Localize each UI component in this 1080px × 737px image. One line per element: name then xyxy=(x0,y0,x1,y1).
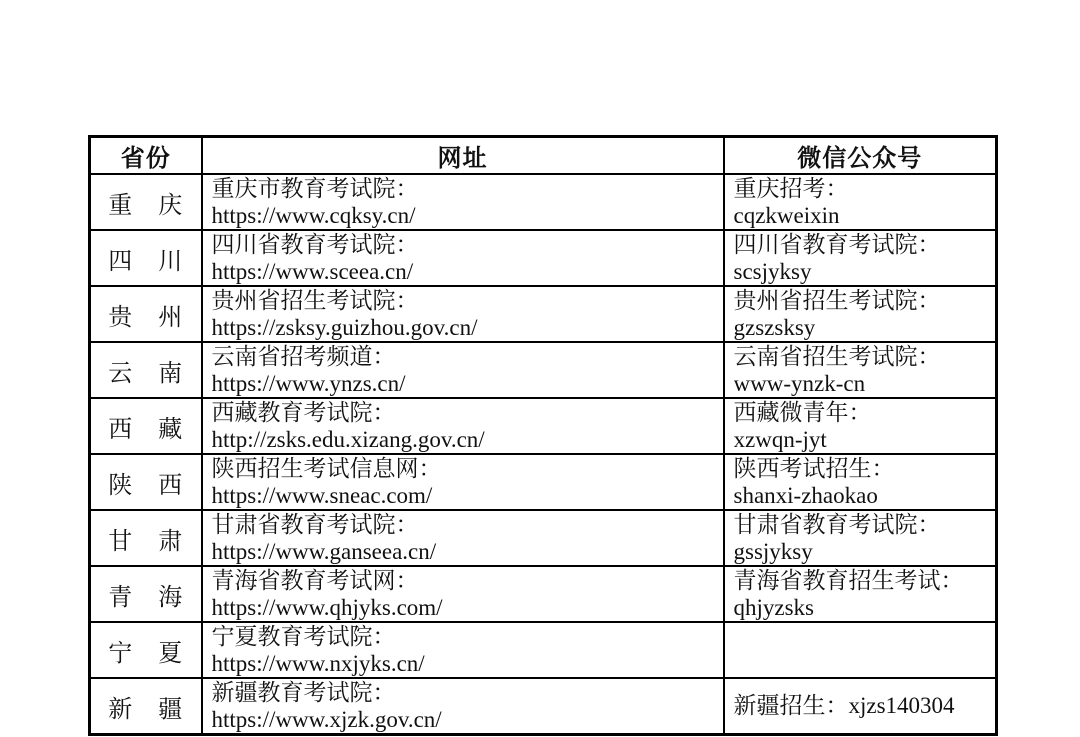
site-url: https://www.ganseea.cn/ xyxy=(211,538,437,564)
site-url: https://www.ynzs.cn/ xyxy=(211,370,406,396)
site-name: 西藏教育考试院： xyxy=(211,400,396,425)
wechat-cell xyxy=(724,566,997,622)
site-name: 重庆市教育考试院： xyxy=(211,176,419,201)
website-cell xyxy=(202,454,724,510)
site-url: https://www.sceea.cn/ xyxy=(211,258,414,284)
site-name: 宁夏教育考试院： xyxy=(211,624,396,649)
table-row xyxy=(90,566,997,622)
site-url: http://zsks.edu.xizang.gov.cn/ xyxy=(211,426,485,452)
wechat-name: 贵州省招生考试院： xyxy=(733,288,941,313)
province-exam-table xyxy=(88,135,998,736)
site-name: 新疆教育考试院： xyxy=(211,680,396,705)
province-cell: 甘 肃 xyxy=(90,510,202,566)
wechat-cell xyxy=(724,286,997,342)
table-row xyxy=(90,174,997,230)
wechat-id: scsjyksy xyxy=(733,258,812,284)
wechat-cell xyxy=(724,622,997,678)
province-cell: 宁 夏 xyxy=(90,622,202,678)
site-name: 甘肃省教育考试院： xyxy=(211,512,419,537)
wechat-name: 青海省教育招生考试： xyxy=(733,568,964,593)
wechat-name xyxy=(734,624,990,651)
wechat-id: www-ynzk-cn xyxy=(733,370,866,396)
wechat-cell xyxy=(724,398,997,454)
site-url: https://zsksy.guizhou.gov.cn/ xyxy=(211,314,478,340)
website-cell xyxy=(202,398,724,454)
wechat-name: 四川省教育考试院： xyxy=(733,232,941,257)
site-name: 贵州省招生考试院： xyxy=(211,288,419,313)
province-exam-table-wrap xyxy=(88,135,995,732)
header-website: 网址 xyxy=(202,137,724,175)
province-cell: 青 海 xyxy=(90,566,202,622)
header-wechat: 微信公众号 xyxy=(724,137,997,175)
table-row xyxy=(90,622,997,678)
province-cell: 重 庆 xyxy=(90,174,202,230)
province-cell: 贵 州 xyxy=(90,286,202,342)
wechat-id: xzwqn-jyt xyxy=(733,426,827,452)
province-cell: 陕 西 xyxy=(90,454,202,510)
website-cell xyxy=(202,510,724,566)
province-cell: 云 南 xyxy=(90,342,202,398)
wechat-name: 陕西考试招生： xyxy=(733,456,895,481)
wechat-cell xyxy=(724,510,997,566)
site-url: https://www.xjzk.gov.cn/ xyxy=(211,706,442,732)
website-cell xyxy=(202,678,724,735)
table-row xyxy=(90,510,997,566)
wechat-id: gzszsksy xyxy=(733,314,816,340)
site-name: 陕西招生考试信息网： xyxy=(211,456,442,481)
table-row xyxy=(90,230,997,286)
site-name: 云南省招考频道： xyxy=(211,344,396,369)
website-cell xyxy=(202,286,724,342)
wechat-cell xyxy=(724,342,997,398)
website-cell xyxy=(202,622,724,678)
site-name: 青海省教育考试网： xyxy=(211,568,419,593)
site-name: 四川省教育考试院： xyxy=(211,232,419,257)
wechat-name: 云南省招生考试院： xyxy=(733,344,941,369)
table-row xyxy=(90,678,997,735)
site-url: https://www.cqksy.cn/ xyxy=(211,202,416,228)
wechat-id: cqzkweixin xyxy=(733,202,840,228)
website-cell xyxy=(202,230,724,286)
wechat-name: 西藏微青年： xyxy=(733,400,872,425)
table-row xyxy=(90,398,997,454)
website-cell xyxy=(202,566,724,622)
wechat-name: 重庆招考： xyxy=(733,176,849,201)
header-row xyxy=(90,137,997,175)
wechat-cell xyxy=(724,454,997,510)
header-province: 省份 xyxy=(90,137,202,175)
wechat-id: gssjyksy xyxy=(733,538,813,564)
wechat-name: 新疆招生：xjzs140304 xyxy=(733,693,955,719)
wechat-cell xyxy=(724,678,997,735)
site-url: https://www.nxjyks.cn/ xyxy=(211,650,425,676)
wechat-cell xyxy=(724,174,997,230)
website-cell xyxy=(202,174,724,230)
wechat-id xyxy=(734,651,990,678)
site-url: https://www.sneac.com/ xyxy=(211,482,433,508)
wechat-name: 甘肃省教育考试院： xyxy=(733,512,941,537)
wechat-id: qhjyzsks xyxy=(733,594,814,620)
table-row xyxy=(90,342,997,398)
table-row xyxy=(90,286,997,342)
wechat-cell xyxy=(724,230,997,286)
province-cell: 西 藏 xyxy=(90,398,202,454)
province-cell: 四 川 xyxy=(90,230,202,286)
wechat-id: shanxi-zhaokao xyxy=(733,482,878,508)
website-cell xyxy=(202,342,724,398)
province-cell: 新 疆 xyxy=(90,678,202,735)
table-row xyxy=(90,454,997,510)
site-url: https://www.qhjyks.com/ xyxy=(211,594,443,620)
